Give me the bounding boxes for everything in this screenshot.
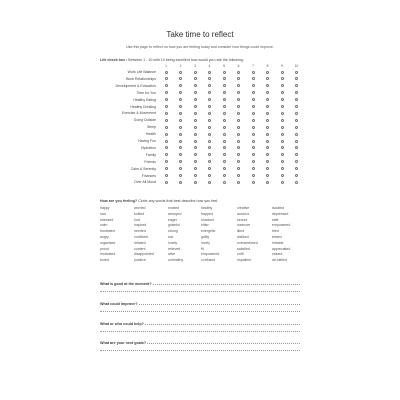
rating-row-label: Friends [144, 159, 156, 164]
rating-circle[interactable] [252, 153, 255, 156]
rating-row [100, 76, 300, 82]
feeling-word[interactable]: empowered [272, 223, 291, 228]
question-label: What could improve? [100, 302, 138, 306]
rating-circle[interactable] [237, 153, 240, 156]
rating-circle[interactable] [165, 140, 168, 143]
rating-row [100, 131, 300, 137]
rating-circle[interactable] [208, 140, 211, 143]
feeling-word[interactable]: appreciated [272, 246, 291, 251]
rating-circle[interactable] [194, 174, 197, 177]
rating-circle[interactable] [194, 84, 197, 87]
feeling-word[interactable]: disappointed [134, 252, 154, 257]
rating-circle[interactable] [281, 133, 284, 136]
rating-circle[interactable] [194, 140, 197, 143]
rating-circle[interactable] [281, 98, 284, 101]
rating-circle[interactable] [295, 181, 298, 184]
rating-row [100, 83, 300, 89]
rating-circle[interactable] [295, 126, 298, 129]
rating-circle[interactable] [266, 77, 269, 80]
rating-circle[interactable] [266, 140, 269, 143]
feeling-word[interactable]: secure [237, 217, 248, 222]
rating-row-label: Development & Education [115, 83, 156, 88]
rating-circle[interactable] [295, 98, 298, 101]
rating-circle[interactable] [266, 146, 269, 149]
rating-circle[interactable] [194, 126, 197, 129]
rating-circle[interactable] [223, 98, 226, 101]
feeling-word[interactable]: sad [100, 211, 106, 216]
feeling-word[interactable]: lonely [168, 240, 178, 245]
feeling-word[interactable]: depressed [272, 211, 289, 216]
rating-circle[interactable] [295, 174, 298, 177]
rating-circle[interactable] [252, 146, 255, 149]
rating-circle[interactable] [223, 126, 226, 129]
rating-circle[interactable] [223, 146, 226, 149]
feeling-word[interactable]: lovely [201, 240, 210, 245]
rating-circle[interactable] [281, 105, 284, 108]
feeling-word[interactable]: trapped [201, 211, 213, 216]
feeling-word[interactable]: angry [100, 235, 109, 239]
rating-circle[interactable] [266, 126, 269, 129]
rating-circle[interactable] [179, 91, 182, 94]
rating-circle[interactable] [165, 105, 168, 108]
rating-circle[interactable] [208, 112, 211, 115]
rating-circle[interactable] [223, 84, 226, 87]
rating-circle[interactable] [237, 105, 240, 108]
rating-circle[interactable] [179, 140, 182, 143]
rating-circle[interactable] [237, 84, 240, 87]
answer-line[interactable] [100, 350, 300, 351]
rating-circle[interactable] [252, 140, 255, 143]
rating-circle[interactable] [295, 140, 298, 143]
rating-circle[interactable] [165, 91, 168, 94]
rating-circle[interactable] [237, 98, 240, 101]
rating-circle[interactable] [179, 71, 182, 74]
rating-circle[interactable] [208, 153, 211, 156]
rating-circle[interactable] [165, 160, 168, 163]
rating-circle[interactable] [281, 160, 284, 163]
rating-circle[interactable] [266, 160, 269, 163]
feeling-word[interactable]: overwhelmed [237, 240, 258, 245]
rating-circle[interactable] [194, 181, 197, 184]
rating-circle[interactable] [281, 84, 284, 87]
rating-row-label: Work Life Balance [127, 70, 156, 74]
feeling-word[interactable]: unhealthy [168, 258, 184, 263]
feeling-word[interactable]: de-skilled [272, 258, 287, 263]
rating-circle[interactable] [208, 77, 211, 80]
rating-circle[interactable] [281, 181, 284, 184]
feeling-word[interactable]: calm [100, 223, 108, 228]
rating-circle[interactable] [237, 91, 240, 94]
rating-circle[interactable] [208, 126, 211, 129]
rating-circle[interactable] [179, 174, 182, 177]
rating-row-label: Work Relationships [125, 76, 156, 81]
rating-circle[interactable] [295, 146, 298, 149]
rating-circle[interactable] [208, 160, 211, 163]
rating-circle[interactable] [179, 167, 182, 170]
rating-circle[interactable] [295, 77, 298, 80]
rating-circle[interactable] [208, 105, 211, 108]
feeling-word[interactable]: confused [201, 258, 216, 263]
rating-circle[interactable] [223, 133, 226, 136]
rating-circle[interactable] [179, 181, 182, 184]
rating-circle[interactable] [223, 167, 226, 170]
feeling-word[interactable]: excited [168, 206, 180, 210]
rating-circle[interactable] [165, 84, 168, 87]
rating-circle[interactable] [223, 153, 226, 156]
rating-circle[interactable] [252, 167, 255, 170]
page-title: Take time to reflect [166, 30, 234, 39]
feeling-word[interactable]: energetic [201, 229, 216, 234]
rating-circle[interactable] [194, 133, 197, 136]
feeling-word[interactable]: isolated [272, 206, 285, 210]
rating-circle[interactable] [223, 105, 226, 108]
rating-circle[interactable] [252, 77, 255, 80]
rating-circle[interactable] [266, 153, 269, 156]
scale-number: 3 [194, 64, 196, 68]
rating-row [100, 124, 300, 130]
feeling-word[interactable]: shocked [201, 217, 215, 222]
rating-circle[interactable] [165, 146, 168, 149]
scale-number: 2 [179, 64, 182, 68]
rating-circle[interactable] [252, 119, 255, 122]
rating-circle[interactable] [223, 91, 226, 94]
rating-circle[interactable] [194, 77, 197, 80]
feeling-word[interactable]: alive [168, 252, 176, 257]
feeling-word[interactable]: bored [100, 258, 109, 263]
rating-circle[interactable] [295, 119, 298, 122]
feeling-word[interactable]: creative [237, 206, 250, 210]
rating-circle[interactable] [266, 174, 269, 177]
rating-circle[interactable] [223, 112, 226, 115]
feeling-word[interactable]: disliked [237, 235, 249, 239]
rating-row-label: Time for You [136, 90, 156, 95]
feeling-word[interactable]: stressed [100, 217, 114, 222]
question-label: What or who could help? [100, 322, 144, 326]
rating-row [100, 90, 300, 96]
rating-circle[interactable] [165, 77, 168, 80]
rating-circle[interactable] [295, 105, 298, 108]
rating-circle[interactable] [237, 140, 240, 143]
question-block [100, 282, 300, 294]
rating-circle[interactable] [208, 167, 211, 170]
rating-circle[interactable] [281, 126, 284, 129]
rating-circle[interactable] [179, 77, 182, 80]
feeling-word[interactable]: guilty [201, 235, 210, 239]
rating-circle[interactable] [252, 181, 255, 184]
rating-circle[interactable] [179, 98, 182, 101]
rating-circle[interactable] [295, 112, 298, 115]
rating-row [100, 138, 300, 144]
feeling-word[interactable]: impatient [237, 258, 252, 263]
rating-row-label: Having Fun [138, 139, 156, 143]
feeling-word[interactable]: relieved [168, 246, 181, 251]
rating-circle[interactable] [179, 105, 182, 108]
rating-circle[interactable] [252, 71, 255, 74]
rating-circle[interactable] [237, 119, 240, 122]
rating-row-label: Healthy Drinking [130, 104, 156, 109]
rating-row [100, 69, 300, 75]
rating-circle[interactable] [237, 174, 240, 177]
rating-circle[interactable] [208, 91, 211, 94]
rating-circle[interactable] [223, 119, 226, 122]
rating-circle[interactable] [295, 71, 298, 74]
rating-circle[interactable] [194, 71, 197, 74]
feeling-word[interactable]: organised [100, 240, 116, 245]
rating-circle[interactable] [266, 91, 269, 94]
feeling-word[interactable]: unfit [237, 252, 244, 257]
feeling-word[interactable]: grateful [168, 223, 180, 228]
rating-circle[interactable] [223, 77, 226, 80]
feeling-word[interactable]: irritable [272, 240, 284, 245]
rating-row [100, 166, 300, 172]
answer-line[interactable] [100, 311, 300, 312]
answer-line[interactable] [100, 331, 300, 332]
scale-number: 4 [208, 64, 211, 68]
rating-row-label: Family [145, 152, 156, 157]
rating-circle[interactable] [194, 146, 197, 149]
rating-row [100, 179, 300, 185]
feeling-word[interactable]: bitter [201, 223, 209, 228]
rating-circle[interactable] [165, 174, 168, 177]
feeling-word[interactable]: annoyed [168, 211, 182, 216]
rating-circle[interactable] [165, 153, 168, 156]
rating-circle[interactable] [237, 126, 240, 129]
rating-circle[interactable] [237, 167, 240, 170]
rating-circle[interactable] [194, 91, 197, 94]
feeling-word[interactable]: eager [168, 217, 177, 222]
feeling-word[interactable]: motivated [100, 252, 116, 257]
scale-number: 7 [252, 64, 254, 68]
rating-circle[interactable] [237, 77, 240, 80]
rating-circle[interactable] [165, 71, 168, 74]
rating-circle[interactable] [266, 133, 269, 136]
feeling-word[interactable]: fit [201, 246, 204, 251]
rating-circle[interactable] [165, 133, 168, 136]
question-block [100, 341, 300, 353]
feeling-word[interactable]: healthy [201, 206, 213, 210]
rating-circle[interactable] [252, 105, 255, 108]
feeling-word[interactable]: valued [272, 252, 283, 257]
feeling-word[interactable]: frustrated [100, 229, 115, 234]
feeling-word[interactable]: worried [134, 206, 146, 210]
rating-circle[interactable] [179, 133, 182, 136]
rating-circle[interactable] [281, 119, 284, 122]
rating-circle[interactable] [223, 174, 226, 177]
rating-circle[interactable] [237, 133, 240, 136]
rating-row-label: Hydration [141, 145, 156, 150]
feeling-word[interactable]: happy [100, 206, 110, 210]
rating-circle[interactable] [281, 146, 284, 149]
rating-row-label: Healthy Eating [133, 97, 156, 102]
rating-circle[interactable] [165, 112, 168, 115]
rating-circle[interactable] [281, 167, 284, 170]
feeling-word[interactable]: hurt [134, 217, 141, 222]
rating-row-label: Health [145, 132, 156, 137]
rating-circle[interactable] [237, 112, 240, 115]
rating-circle[interactable] [266, 84, 269, 87]
life-check-instruction: • Between 1 - 10 with 10 being excellent how would you rate the following: [124, 58, 244, 62]
rating-circle[interactable] [281, 140, 284, 143]
rating-circle[interactable] [237, 146, 240, 149]
rating-circle[interactable] [237, 181, 240, 184]
question-block [100, 302, 300, 314]
feelings-instruction: Circle any words that best describe how you feel. [137, 199, 219, 203]
rating-circle[interactable] [252, 160, 255, 163]
rating-circle[interactable] [266, 71, 269, 74]
feeling-word[interactable]: safe [272, 217, 279, 222]
rating-circle[interactable] [165, 167, 168, 170]
rating-circle[interactable] [266, 112, 269, 115]
question-block [100, 322, 300, 334]
rating-circle[interactable] [281, 77, 284, 80]
feeling-word[interactable]: empowered [201, 252, 220, 257]
feeling-word[interactable]: content [134, 246, 146, 251]
rating-circle[interactable] [223, 181, 226, 184]
scale-number: 9 [281, 64, 283, 68]
rating-circle[interactable] [208, 146, 211, 149]
rating-circle[interactable] [165, 98, 168, 101]
rating-circle[interactable] [179, 153, 182, 156]
rating-circle[interactable] [194, 105, 197, 108]
rating-circle[interactable] [208, 98, 211, 101]
feeling-word[interactable]: strong [168, 229, 178, 234]
rating-circle[interactable] [179, 146, 182, 149]
rating-row [100, 145, 300, 151]
feeling-word[interactable]: tired [272, 229, 279, 234]
question-label: What is good at the moment? [100, 282, 152, 286]
rating-row [100, 97, 300, 103]
rating-circle[interactable] [252, 126, 255, 129]
rating-circle[interactable] [194, 119, 197, 122]
rating-circle[interactable] [208, 181, 211, 184]
feeling-word[interactable]: irritated [134, 240, 146, 245]
rating-circle[interactable] [179, 126, 182, 129]
rating-row [100, 159, 300, 165]
scale-number: 5 [223, 64, 225, 68]
rating-circle[interactable] [252, 112, 255, 115]
rating-circle[interactable] [266, 98, 269, 101]
rating-row-label: Sleep [147, 125, 156, 130]
rating-row [100, 104, 300, 110]
rating-circle[interactable] [208, 71, 211, 74]
feeling-word[interactable]: liked [237, 229, 245, 234]
rating-circle[interactable] [266, 167, 269, 170]
feelings-heading [100, 199, 320, 203]
rating-circle[interactable] [223, 140, 226, 143]
rating-circle[interactable] [295, 84, 298, 87]
life-check-title: Life check box [100, 58, 125, 62]
rating-circle[interactable] [208, 174, 211, 177]
rating-circle[interactable] [295, 167, 298, 170]
rating-row [100, 110, 300, 116]
scale-number: 1 [165, 64, 167, 68]
rating-row [100, 173, 300, 179]
feeling-word[interactable]: bullied [134, 211, 145, 216]
rating-circle[interactable] [194, 153, 197, 156]
rating-row [100, 152, 300, 158]
rating-circle[interactable] [295, 153, 298, 156]
rating-circle[interactable] [194, 167, 197, 170]
answer-line[interactable] [100, 291, 300, 292]
rating-circle[interactable] [208, 133, 211, 136]
question-label: What are your next goals? [100, 341, 147, 345]
feeling-word[interactable]: proud [100, 246, 109, 251]
rating-circle[interactable] [295, 160, 298, 163]
rating-circle[interactable] [165, 126, 168, 129]
rating-circle[interactable] [266, 119, 269, 122]
rating-circle[interactable] [223, 71, 226, 74]
feeling-word[interactable]: low [168, 235, 174, 239]
rating-circle[interactable] [237, 71, 240, 74]
feeling-word[interactable]: confident [134, 235, 149, 239]
rating-row [100, 117, 300, 123]
rating-circle[interactable] [194, 98, 197, 101]
rating-circle[interactable] [281, 71, 284, 74]
rating-circle[interactable] [194, 160, 197, 163]
rating-circle[interactable] [237, 160, 240, 163]
scale-number: 8 [266, 64, 269, 68]
rating-circle[interactable] [295, 133, 298, 136]
feeling-word[interactable]: insecure [237, 223, 251, 228]
rating-circle[interactable] [281, 153, 284, 156]
rating-circle[interactable] [281, 91, 284, 94]
rating-row-label: Over All Mood [134, 180, 156, 185]
rating-circle[interactable] [165, 181, 168, 184]
rating-circle[interactable] [252, 174, 255, 177]
rating-circle[interactable] [252, 98, 255, 101]
feeling-word[interactable]: inspired [134, 223, 147, 228]
rating-circle[interactable] [281, 174, 284, 177]
rating-circle[interactable] [179, 84, 182, 87]
rating-circle[interactable] [179, 112, 182, 115]
rating-circle[interactable] [295, 91, 298, 94]
rating-circle[interactable] [223, 160, 226, 163]
rating-row-label: Finances [141, 173, 156, 178]
rating-row-label: Going Outside [133, 118, 156, 123]
life-check-heading [100, 58, 320, 62]
rating-circle[interactable] [252, 84, 255, 87]
rating-circle[interactable] [179, 160, 182, 163]
rating-row-label: Calm & Serenity [130, 166, 156, 171]
feelings-title: How are you feeling? [100, 199, 138, 203]
rating-circle[interactable] [208, 119, 211, 122]
rating-circle[interactable] [252, 133, 255, 136]
page-intro: Use this page to reflect on how you are feeling today and consider how things could improve. [126, 45, 274, 49]
feeling-word[interactable]: anxious [237, 211, 250, 216]
rating-circle[interactable] [208, 84, 211, 87]
rating-circle[interactable] [179, 119, 182, 122]
rating-circle[interactable] [165, 119, 168, 122]
rating-circle[interactable] [266, 105, 269, 108]
feeling-word[interactable]: needed [134, 229, 146, 234]
rating-row-label: Exercise & Movement [121, 111, 156, 116]
feeling-word[interactable]: positive [134, 258, 146, 263]
rating-circle[interactable] [266, 181, 269, 184]
scale-number: 6 [237, 64, 240, 68]
rating-circle[interactable] [281, 112, 284, 115]
feeling-word[interactable]: tested [272, 235, 282, 239]
rating-circle[interactable] [194, 112, 197, 115]
scale-number: 10 [294, 64, 299, 68]
rating-circle[interactable] [252, 91, 255, 94]
feeling-word[interactable]: satisfied [237, 246, 250, 251]
